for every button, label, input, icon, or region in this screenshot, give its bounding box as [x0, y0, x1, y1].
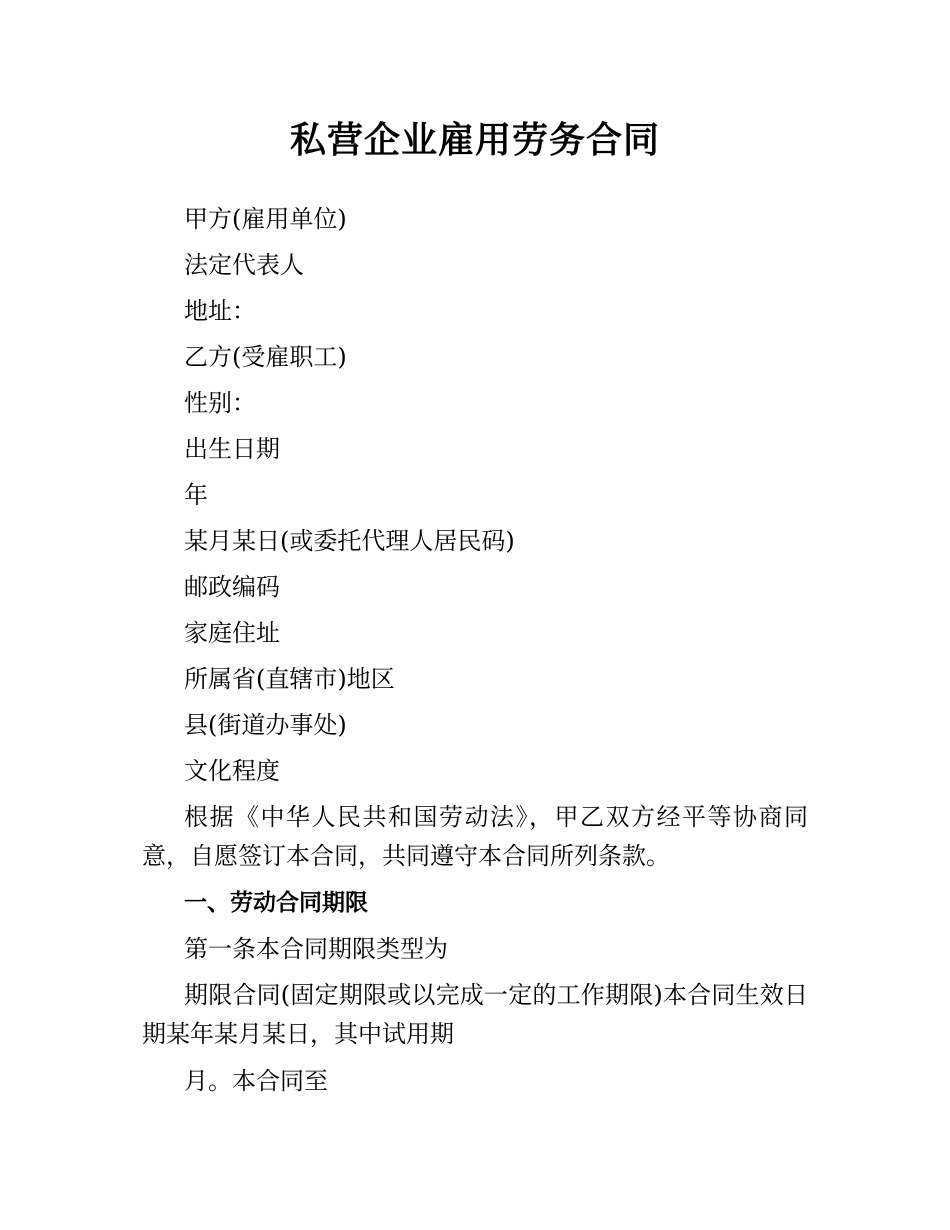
line-county: 县(街道办事处) — [184, 711, 347, 739]
line-month-day: 某月某日(或委托代理人居民码) — [184, 527, 515, 555]
line-province-region: 所属省(直辖市)地区 — [184, 665, 395, 693]
document-title: 私营企业雇用劳务合同 — [289, 120, 660, 161]
line-education: 文化程度 — [184, 757, 280, 785]
line-postal-code: 邮政编码 — [184, 573, 280, 601]
line-party-a: 甲方(雇用单位) — [184, 205, 347, 233]
line-party-b: 乙方(受雇职工) — [184, 343, 347, 371]
document-body — [142, 196, 808, 1104]
section-heading-contract-term: 一、劳动合同期限 — [184, 890, 368, 916]
line-home-address: 家庭住址 — [184, 619, 280, 647]
line-year: 年 — [184, 481, 208, 509]
intro-paragraph: 根据《中华人民共和国劳动法》，甲乙双方经平等协商同意，自愿签订本合同，共同遵守本合同所列条款。 — [142, 803, 808, 870]
line-address: 地址： — [184, 297, 256, 325]
article-1: 第一条本合同期限类型为 — [184, 935, 448, 963]
article-1-end: 月。本合同至 — [184, 1067, 328, 1095]
article-1-detail: 期限合同(固定期限或以完成一定的工作期限)本合同生效日期某年某月某日，其中试用期 — [142, 981, 808, 1048]
line-gender: 性别： — [184, 389, 256, 417]
line-birth-date: 出生日期 — [184, 435, 280, 463]
line-legal-representative: 法定代表人 — [184, 251, 304, 279]
